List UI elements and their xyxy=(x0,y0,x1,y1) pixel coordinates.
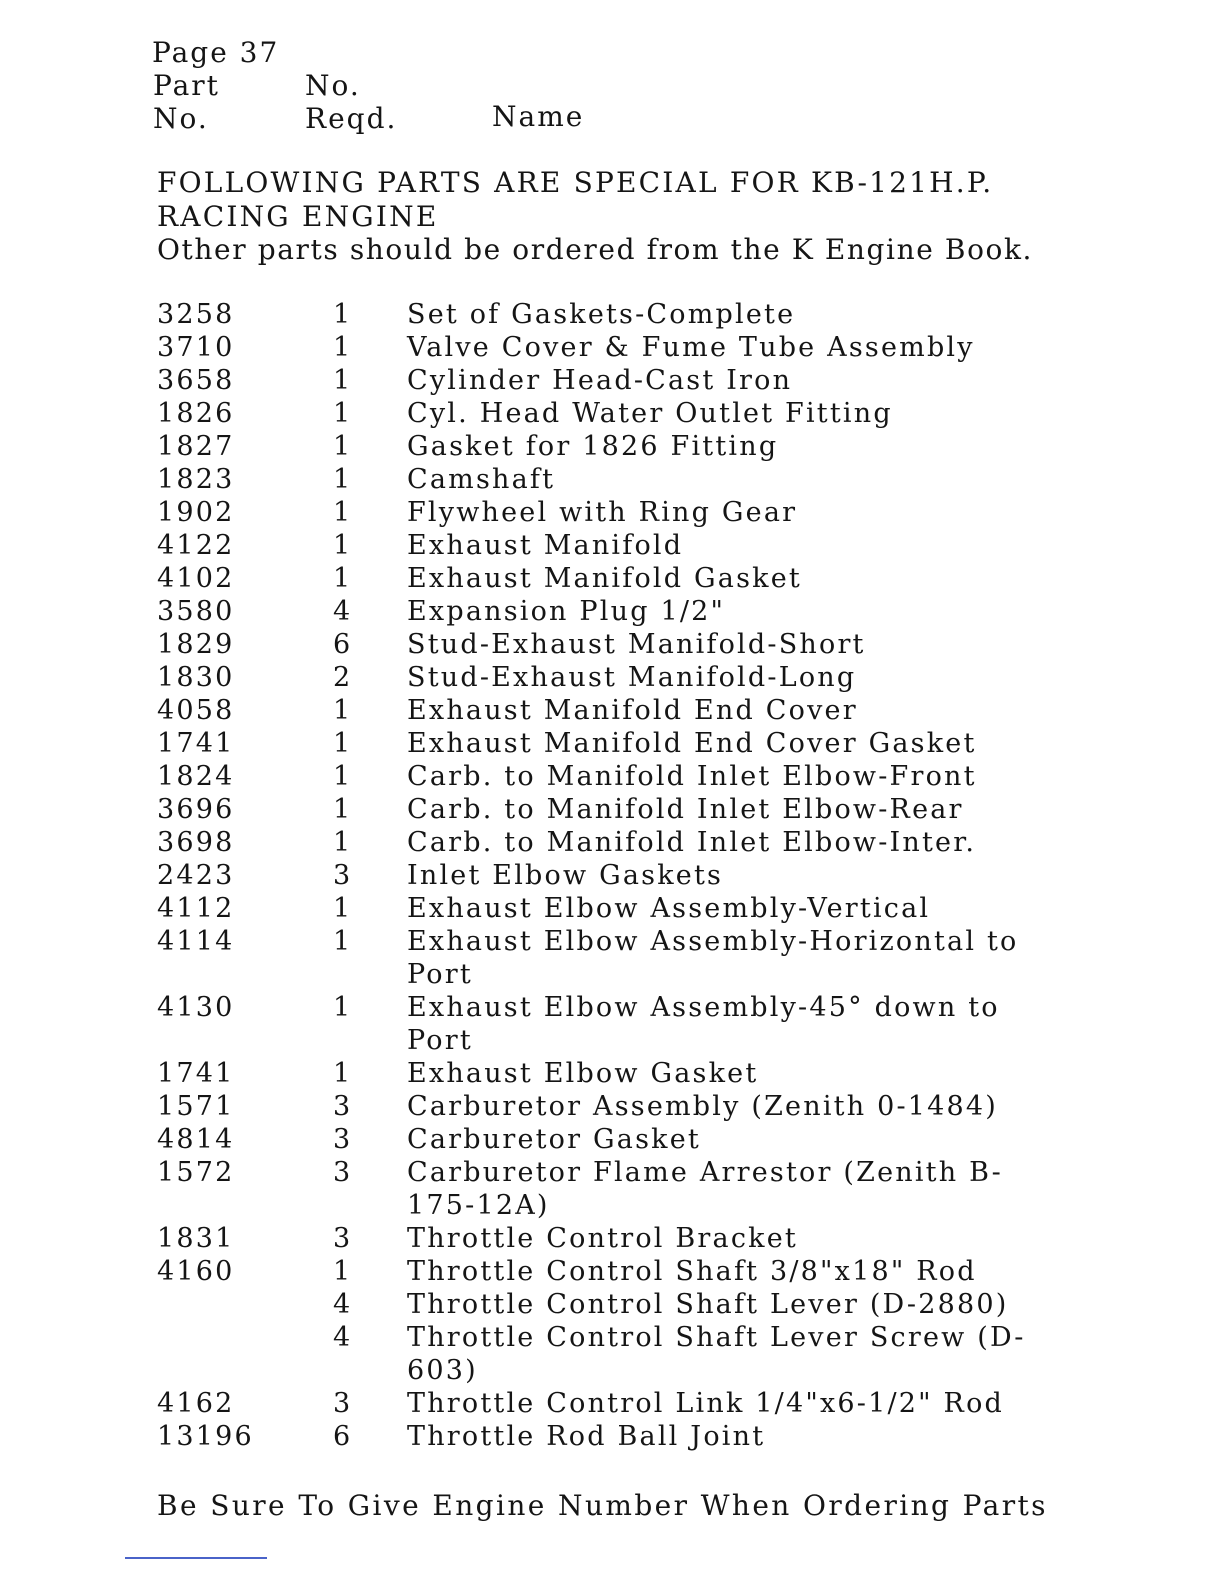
part-name: Valve Cover & Fume Tube Assembly xyxy=(407,332,975,363)
part-number: 4114 xyxy=(157,926,235,957)
part-row xyxy=(157,1057,1077,1090)
part-number: 1572 xyxy=(157,1157,235,1188)
quantity-required: 1 xyxy=(333,464,353,495)
part-row xyxy=(157,892,1077,925)
part-number: 1831 xyxy=(157,1223,235,1254)
part-row xyxy=(157,760,1077,793)
header-part-label: Part xyxy=(153,69,220,102)
part-number: 4160 xyxy=(157,1256,235,1287)
part-row xyxy=(157,628,1077,661)
quantity-required: 1 xyxy=(333,497,353,528)
quantity-required: 1 xyxy=(333,893,353,924)
quantity-required: 4 xyxy=(333,596,353,627)
part-name: Throttle Control Link 1/4"x6-1/2" Rod xyxy=(407,1388,1005,1419)
part-name: Carburetor Gasket xyxy=(407,1124,701,1155)
part-number: 3710 xyxy=(157,332,235,363)
header-no-label: No. xyxy=(305,69,361,102)
part-name: Set of Gaskets-Complete xyxy=(407,299,796,330)
quantity-required: 1 xyxy=(333,299,353,330)
quantity-required: 1 xyxy=(333,332,353,363)
quantity-required: 1 xyxy=(333,761,353,792)
part-row xyxy=(157,1420,1077,1453)
part-number: 1741 xyxy=(157,728,235,759)
part-number: 1824 xyxy=(157,761,235,792)
part-name: Throttle Control Bracket xyxy=(407,1223,798,1254)
quantity-required: 1 xyxy=(333,431,353,462)
part-number: 1571 xyxy=(157,1091,235,1122)
quantity-required: 3 xyxy=(333,860,353,891)
part-name: Exhaust Elbow Assembly-Horizontal to Port xyxy=(407,926,1019,990)
part-name: Gasket for 1826 Fitting xyxy=(407,431,779,462)
part-row xyxy=(157,1288,1077,1321)
part-name: Carb. to Manifold Inlet Elbow-Front xyxy=(407,761,977,792)
part-name: Exhaust Elbow Assembly-Vertical xyxy=(407,893,931,924)
part-number: 1902 xyxy=(157,497,235,528)
quantity-required: 4 xyxy=(333,1322,353,1353)
part-name: Cyl. Head Water Outlet Fitting xyxy=(407,398,893,429)
part-name: Throttle Control Shaft 3/8"x18" Rod xyxy=(407,1256,977,1287)
quantity-required: 1 xyxy=(333,1058,353,1089)
part-row xyxy=(157,1123,1077,1156)
part-number: 3580 xyxy=(157,596,235,627)
part-number: 4058 xyxy=(157,695,235,726)
quantity-required: 1 xyxy=(333,563,353,594)
part-number: 1826 xyxy=(157,398,235,429)
part-row xyxy=(157,1222,1077,1255)
part-name: Cylinder Head-Cast Iron xyxy=(407,365,793,396)
quantity-required: 1 xyxy=(333,530,353,561)
header-part-no-label: No. xyxy=(153,102,209,135)
header-reqd-label: Reqd. xyxy=(305,102,398,135)
part-name: Exhaust Manifold End Cover Gasket xyxy=(407,728,977,759)
part-row xyxy=(157,1156,1077,1222)
part-name: Stud-Exhaust Manifold-Long xyxy=(407,662,857,693)
part-name: Flywheel with Ring Gear xyxy=(407,497,798,528)
header-name-label: Name xyxy=(492,100,585,133)
part-number: 1823 xyxy=(157,464,235,495)
part-row xyxy=(157,430,1077,463)
part-number: 1830 xyxy=(157,662,235,693)
quantity-required: 3 xyxy=(333,1157,353,1188)
parts-list xyxy=(157,298,1077,1453)
part-name: Carb. to Manifold Inlet Elbow-Rear xyxy=(407,794,964,825)
part-name: Throttle Rod Ball Joint xyxy=(407,1421,766,1452)
part-row xyxy=(157,991,1077,1057)
part-name: Carburetor Flame Arrestor (Zenith B-175-12A) xyxy=(407,1157,1003,1221)
part-row xyxy=(157,397,1077,430)
quantity-required: 3 xyxy=(333,1091,353,1122)
part-number: 4162 xyxy=(157,1388,235,1419)
part-number: 4130 xyxy=(157,992,235,1023)
part-row xyxy=(157,1387,1077,1420)
notice-line-1: FOLLOWING PARTS ARE SPECIAL FOR KB-121H.P. xyxy=(157,166,994,199)
quantity-required: 3 xyxy=(333,1223,353,1254)
part-name: Carb. to Manifold Inlet Elbow-Inter. xyxy=(407,827,977,858)
quantity-required: 1 xyxy=(333,827,353,858)
quantity-required: 2 xyxy=(333,662,353,693)
part-number: 2423 xyxy=(157,860,235,891)
quantity-required: 1 xyxy=(333,992,353,1023)
part-name: Exhaust Manifold Gasket xyxy=(407,563,802,594)
quantity-required: 3 xyxy=(333,1124,353,1155)
part-row xyxy=(157,1255,1077,1288)
part-number: 1829 xyxy=(157,629,235,660)
part-row xyxy=(157,727,1077,760)
quantity-required: 6 xyxy=(333,629,353,660)
part-row xyxy=(157,694,1077,727)
part-row xyxy=(157,529,1077,562)
part-number: 1827 xyxy=(157,431,235,462)
part-row xyxy=(157,661,1077,694)
quantity-required: 3 xyxy=(333,1388,353,1419)
ordering-note: Be Sure To Give Engine Number When Ordering Parts xyxy=(157,1489,1048,1522)
part-name: Expansion Plug 1/2" xyxy=(407,596,726,627)
quantity-required: 1 xyxy=(333,1256,353,1287)
part-row xyxy=(157,364,1077,397)
part-row xyxy=(157,793,1077,826)
part-row xyxy=(157,562,1077,595)
quantity-required: 1 xyxy=(333,926,353,957)
part-row xyxy=(157,331,1077,364)
quantity-required: 1 xyxy=(333,398,353,429)
quantity-required: 6 xyxy=(333,1421,353,1452)
part-number: 3658 xyxy=(157,365,235,396)
part-number: 3696 xyxy=(157,794,235,825)
part-row xyxy=(157,595,1077,628)
part-name: Exhaust Manifold xyxy=(407,530,684,561)
part-row xyxy=(157,826,1077,859)
part-name: Exhaust Manifold End Cover xyxy=(407,695,858,726)
part-name: Camshaft xyxy=(407,464,556,495)
notice-line-2: RACING ENGINE xyxy=(157,200,439,233)
part-row xyxy=(157,1090,1077,1123)
part-number: 1741 xyxy=(157,1058,235,1089)
page-number: Page 37 xyxy=(152,36,280,69)
part-number: 13196 xyxy=(157,1421,254,1452)
part-number: 3258 xyxy=(157,299,235,330)
part-number: 4122 xyxy=(157,530,235,561)
quantity-required: 1 xyxy=(333,794,353,825)
part-row xyxy=(157,496,1077,529)
part-number: 4112 xyxy=(157,893,235,924)
part-row xyxy=(157,1321,1077,1387)
part-number: 4102 xyxy=(157,563,235,594)
part-row xyxy=(157,925,1077,991)
part-number: 3698 xyxy=(157,827,235,858)
part-name: Exhaust Elbow Assembly-45° down to Port xyxy=(407,992,1000,1056)
part-row xyxy=(157,463,1077,496)
part-row xyxy=(157,298,1077,331)
part-number: 4814 xyxy=(157,1124,235,1155)
part-name: Throttle Control Shaft Lever (D-2880) xyxy=(407,1289,1009,1320)
divider-line xyxy=(125,1557,267,1559)
part-name: Throttle Control Shaft Lever Screw (D-603) xyxy=(407,1322,1026,1386)
quantity-required: 4 xyxy=(333,1289,353,1320)
part-name: Inlet Elbow Gaskets xyxy=(407,860,724,891)
quantity-required: 1 xyxy=(333,695,353,726)
quantity-required: 1 xyxy=(333,365,353,396)
part-name: Exhaust Elbow Gasket xyxy=(407,1058,759,1089)
notice-line-3: Other parts should be ordered from the K Engine Book. xyxy=(157,233,1034,266)
quantity-required: 1 xyxy=(333,728,353,759)
part-row xyxy=(157,859,1077,892)
part-name: Carburetor Assembly (Zenith 0-1484) xyxy=(407,1091,999,1122)
part-name: Stud-Exhaust Manifold-Short xyxy=(407,629,866,660)
